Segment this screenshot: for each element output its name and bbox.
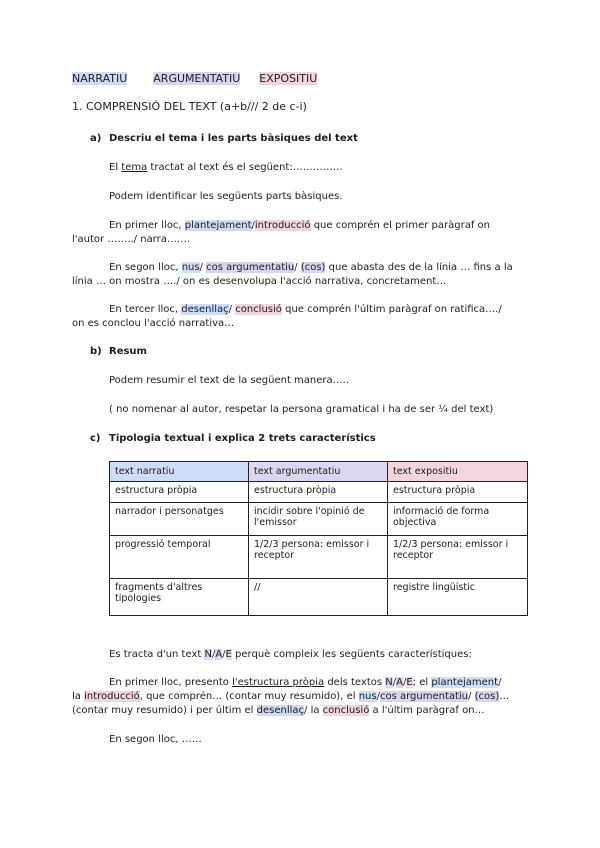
table-row	[110, 503, 528, 536]
heading-expositiu: EXPOSITIU	[259, 72, 318, 85]
table-cell: //	[249, 579, 388, 616]
part-c-label: c)	[90, 433, 101, 444]
tema-line: El tema tractat al text és el següent:……………	[109, 162, 343, 173]
parts-intro: Podem identificar les següents parts bàsiques.	[109, 191, 343, 202]
table-cell: estructura pròpia	[388, 482, 528, 503]
es-tracta-line: Es tracta d'un text N/A/E perquè compleix les següents característiques:	[109, 649, 472, 660]
table-header-row	[110, 462, 528, 482]
table-cell: progressió temporal	[110, 536, 249, 579]
c-paragraph-1-line-1: En primer lloc, presento l'estructura pròpia dels textos N/A/E; el plantejament/	[109, 677, 502, 688]
table-cell: estructura pròpia	[110, 482, 249, 503]
table-cell: estructura pròpia	[249, 482, 388, 503]
heading-row	[72, 72, 317, 85]
tema-word: tema	[121, 162, 148, 173]
table-cell: informació de forma objectiva	[388, 503, 528, 536]
resum-line-1: Podem resumir el text de la següent manera…..	[109, 375, 349, 386]
table-cell: registre lingüístic	[388, 579, 528, 616]
table-cell: fragments d'altres tipologies	[110, 579, 249, 616]
heading-argumentatiu: ARGUMENTATIU	[153, 72, 241, 85]
part-a-label: a)	[90, 133, 102, 144]
section-title: 1. COMPRENSIÓ DEL TEXT (a+b/// 2 de c-i)	[72, 100, 307, 113]
part-c-title: Tipologia textual i explica 2 trets característics	[109, 433, 376, 444]
table-header-narratiu: text narratiu	[110, 462, 249, 482]
table-cell: incidir sobre l'opinió de l'emissor	[249, 503, 388, 536]
table-row	[110, 579, 528, 616]
c-paragraph-2: En segon lloc, ……	[109, 734, 202, 745]
a-paragraph-2-line-1: En segon lloc, nus/ cos argumentatiu/ (cos) que abasta des de la línia … fins a la	[109, 262, 513, 273]
a-paragraph-3-line-2: on es conclou l'acció narrativa…	[72, 318, 235, 329]
table-cell: 1/2/3 persona: emissor i receptor	[249, 536, 388, 579]
part-b-title: Resum	[109, 346, 147, 357]
table-cell: 1/2/3 persona: emissor i receptor	[388, 536, 528, 579]
a-paragraph-1-line-2: l'autor ……../ narra…….	[72, 234, 191, 245]
table-cell: narrador i personatges	[110, 503, 249, 536]
a-paragraph-2-line-2: línia … on mostra …./ on es desenvolupa l'acció narrativa, concretament…	[72, 276, 447, 287]
table-header-expositiu: text expositiu	[388, 462, 528, 482]
table-row	[110, 536, 528, 579]
c-paragraph-1-line-2: la introducció, que comprén… (contar muy resumido), el nus/cos argumentatiu/ (cos)…	[72, 691, 510, 702]
part-a-title: Descriu el tema i les parts bàsiques del text	[109, 133, 358, 144]
typology-table	[109, 461, 528, 616]
c-paragraph-1-line-3: (contar muy resumido) i per últim el desenllaç/ la conclusió a l'últim paràgraf on…	[72, 705, 485, 716]
a-paragraph-1-line-1: En primer lloc, plantejament/introducció que comprén el primer paràgraf on	[109, 220, 490, 231]
table-header-argumentatiu: text argumentatiu	[249, 462, 388, 482]
a-paragraph-3-line-1: En tercer lloc, desenllaç/ conclusió que comprén l'últim paràgraf on ratifica…./	[109, 304, 502, 315]
resum-line-2: ( no nomenar al autor, respetar la persona gramatical i ha de ser ¼ del text)	[109, 404, 494, 415]
part-b-label: b)	[90, 346, 102, 357]
table-row	[110, 482, 528, 503]
heading-narratiu: NARRATIU	[72, 72, 128, 85]
